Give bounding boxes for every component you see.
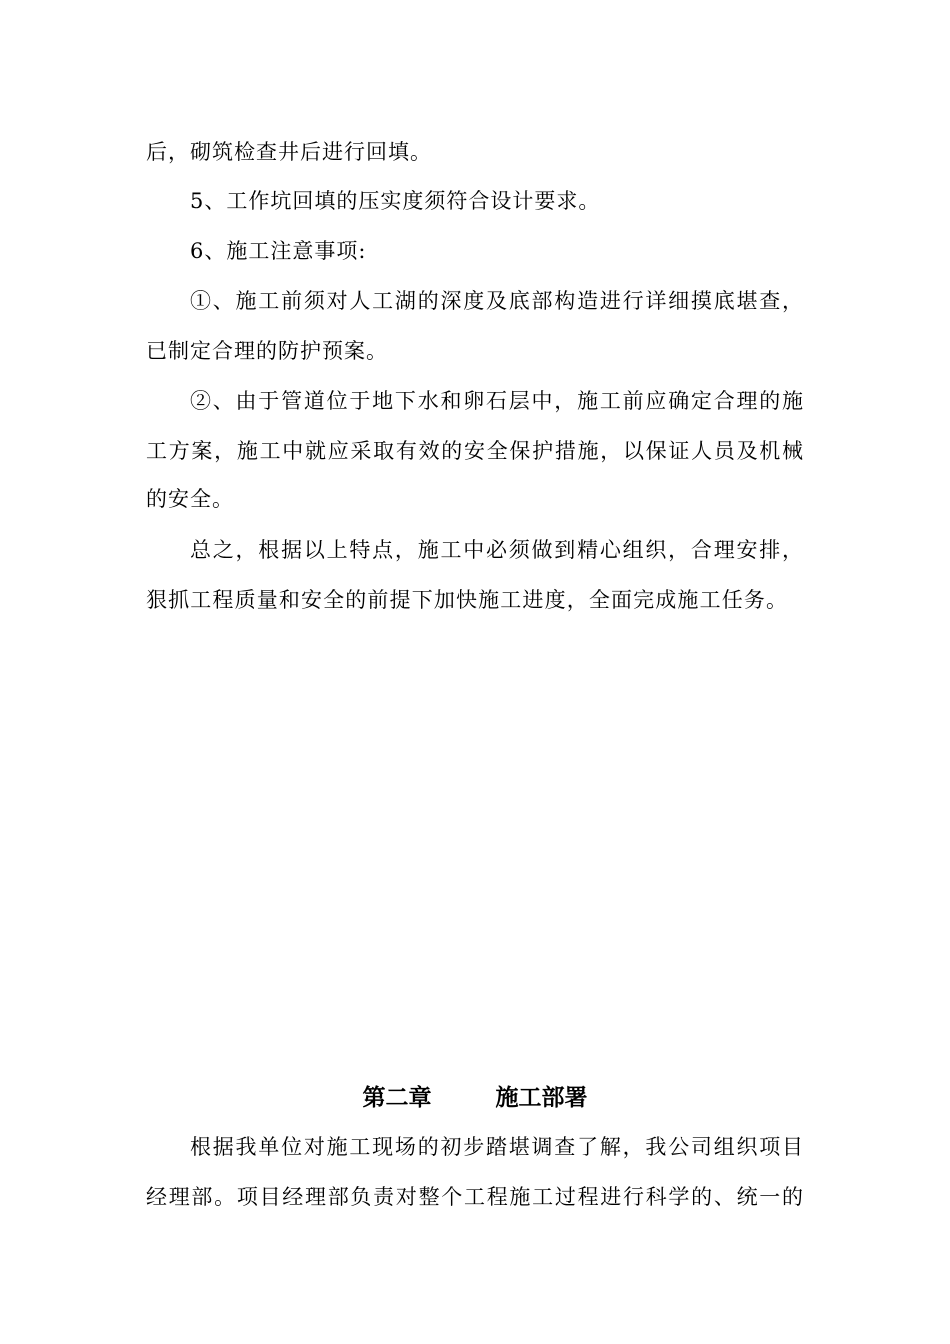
text-line: 经理部。项目经理部负责对整个工程施工过程进行科学的、统一的 bbox=[146, 1185, 804, 1209]
text-line: 工方案，施工中就应采取有效的安全保护措施，以保证人员及机械 bbox=[146, 439, 804, 463]
text-line: 根据我单位对施工现场的初步踏堪调查了解，我公司组织项目 bbox=[190, 1135, 804, 1159]
text-line: 6、施工注意事项: bbox=[190, 239, 367, 263]
text-line: 狠抓工程质量和安全的前提下加快施工进度，全面完成施工任务。 bbox=[146, 588, 788, 612]
text-line: 后，砌筑检查井后进行回填。 bbox=[146, 140, 432, 164]
text-line: ②、由于管道位于地下水和卵石层中，施工前应确定合理的施 bbox=[190, 389, 804, 413]
text-line: 的安全。 bbox=[146, 487, 234, 511]
text-line: 已制定合理的防护预案。 bbox=[146, 339, 388, 363]
chapter-heading: 第二章 施工部署 bbox=[362, 1084, 588, 1111]
text-line: 5、工作坑回填的压实度须符合设计要求。 bbox=[190, 189, 601, 213]
text-line: 总之，根据以上特点，施工中必须做到精心组织，合理安排， bbox=[190, 538, 804, 562]
text-line: ①、施工前须对人工湖的深度及底部构造进行详细摸底堪查， bbox=[190, 289, 804, 313]
